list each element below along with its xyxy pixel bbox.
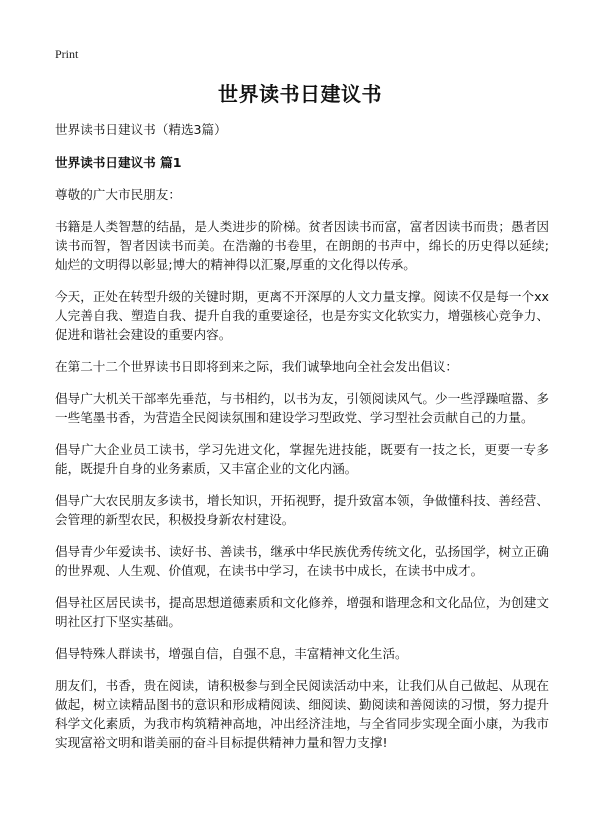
print-link[interactable]: Print xyxy=(55,47,79,61)
greeting-line: 尊敬的广大市民朋友： xyxy=(55,187,181,202)
document-subtitle: 世界读书日建议书（精选3篇） xyxy=(55,122,227,137)
paragraph: 倡导青少年爱读书、读好书、善读书，继承中华民族优秀传统文化，弘扬国学，树立正确的世界观、人生观、价值观，在读书中学习，在读书中成长，在读书中成才。 xyxy=(55,544,549,578)
paragraph: 朋友们，书香，贵在阅读，请积极参与到全民阅读活动中来，让我们从自己做起、从现在做起，树立读精品图书的意识和形成精阅读、细阅读、勤阅读和善阅读的习惯，努力提升科学文化素质，为我市构筑精神高地，冲出经济洼地，与全省同步实现全面小康，为我市实现富裕文明和谐美丽的奋斗目标提供精神力量和智力支撑! xyxy=(55,678,549,750)
page-title: 世界读书日建议书 xyxy=(218,82,382,106)
paragraph: 今天，正处在转型升级的关键时期，更离不开深厚的人文力量支撑。阅读不仅是每一个xx人完善自我、塑造自我、提升自我的重要途径，也是夯实文化软实力，增强核心竞争力、促进和谐社会建设的重要内容。 xyxy=(55,289,549,342)
paragraph: 倡导广大机关干部率先垂范，与书相约，以书为友，引领阅读风气。少一些浮躁喧嚣、多一些笔墨书香，为营造全民阅读氛围和建设学习型政党、学习型社会贡献自己的力量。 xyxy=(55,391,549,425)
section-heading: 世界读书日建议书 篇1 xyxy=(55,155,182,170)
paragraph: 倡导广大企业员工读书，学习先进文化，掌握先进技能，既要有一技之长，更要一专多能，既提升自身的业务素质，又丰富企业的文化内涵。 xyxy=(55,442,549,476)
paragraph: 书籍是人类智慧的结晶，是人类进步的阶梯。贫者因读书而富，富者因读书而贵；愚者因读书而智，智者因读书而美。在浩瀚的书卷里，在朗朗的书声中，绵长的历史得以延续;灿烂的文明得以彰显;博大的精神得以汇聚,厚重的文化得以传承。 xyxy=(55,219,549,272)
paragraph: 在第二十二个世界读书日即将到来之际，我们诚挚地向全社会发出倡议： xyxy=(55,359,458,374)
paragraph: 倡导广大农民朋友多读书，增长知识，开拓视野，提升致富本领，争做懂科技、善经营、会管理的新型农民，积极投身新农村建设。 xyxy=(55,493,549,527)
document-body xyxy=(55,120,549,765)
paragraph: 倡导社区居民读书，提高思想道德素质和文化修养，增强和谐理念和文化品位，为创建文明社区打下坚实基础。 xyxy=(55,595,549,629)
paragraph: 倡导特殊人群读书，增强自信，自强不息，丰富精神文化生活。 xyxy=(55,646,408,661)
